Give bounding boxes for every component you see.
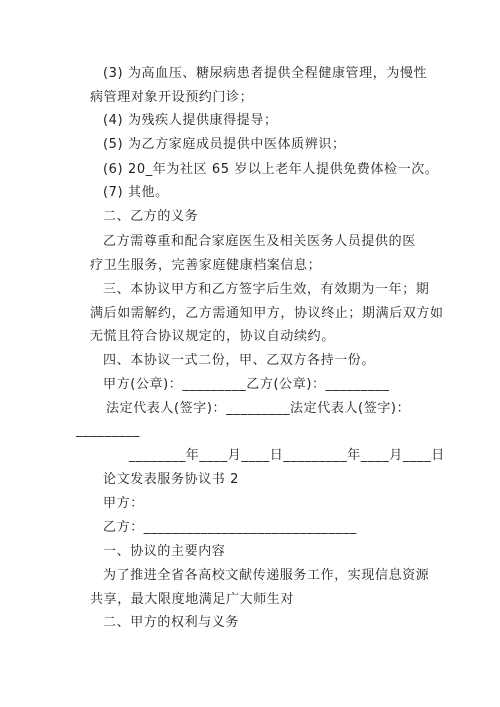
text-line: (4) 为残疾人提供康得提导；: [103, 113, 278, 128]
text-line: (3) 为高血压、糖尿病患者提供全程健康管理，为慢性: [103, 66, 428, 81]
text-line: 四、本协议一式二份，甲、乙双方各持一份。: [103, 353, 376, 368]
signature-line: 甲方(公章)：_________乙方(公章)：_________: [103, 377, 390, 392]
text-line: 满后如需解约，乙方需通知甲方，协议终止；期满后双方如: [90, 306, 444, 321]
signature-line: _________: [76, 423, 140, 438]
text-line: (5) 为乙方家庭成员提供中医体质辨识；: [103, 137, 346, 152]
document-title: 论文发表服务协议书 2: [103, 472, 240, 487]
text-line: 共享，最大限度地满足广大师生对: [90, 592, 295, 607]
section-heading: 一、协议的主要内容: [103, 544, 226, 559]
text-line: 为了推进全省各高校文献传递服务工作，实现信息资源: [103, 568, 430, 583]
text-line: 病管理对象开设预约门诊；: [90, 90, 254, 105]
text-line: 疗卫生服务，完善家庭健康档案信息；: [90, 258, 322, 273]
text-line: 三、本协议甲方和乙方签字后生效，有效期为一年；期: [103, 282, 430, 297]
section-heading: 二、甲方的权利与义务: [103, 615, 240, 630]
text-line: 无慌且符合协议规定的，协议自动续约。: [90, 329, 335, 344]
party-b-line: 乙方：______________________________: [103, 520, 357, 535]
text-line: (7) 其他。: [103, 185, 169, 200]
text-line: 乙方需尊重和配合家庭医生及相关医务人员提供的医: [103, 234, 416, 249]
text-line: (6) 20_年为社区 65 岁以上老年人提供免费体检一次。: [103, 162, 439, 177]
date-line: ________年____月____日_________年____月____日: [129, 448, 445, 463]
section-heading: 二、乙方的义务: [103, 209, 199, 224]
party-a-line: 甲方：: [103, 496, 144, 511]
signature-line: 法定代表人(签字)：_________法定代表人(签字)：: [106, 401, 411, 416]
